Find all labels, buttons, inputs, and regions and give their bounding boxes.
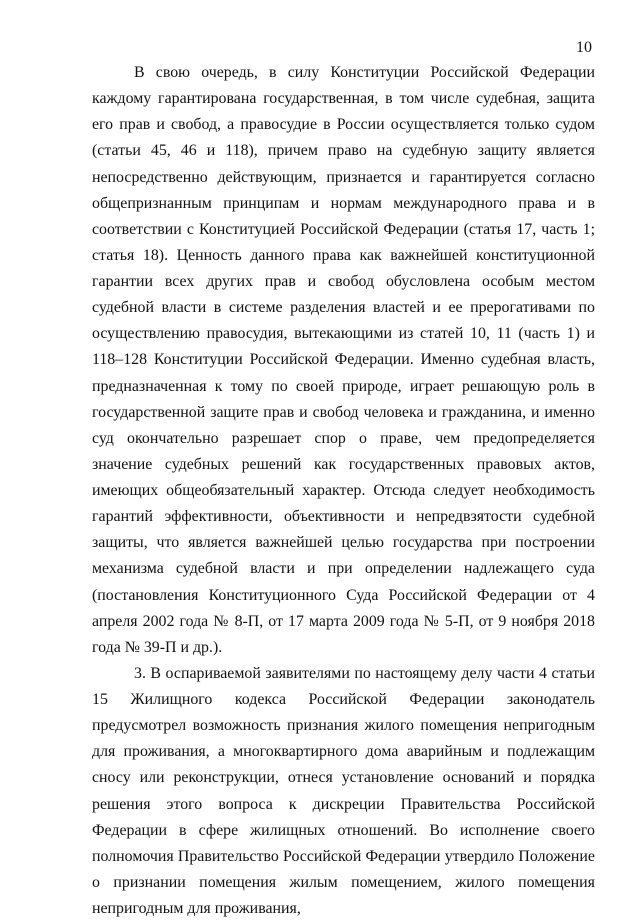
paragraph-constitutional-guarantee: В свою очередь, в силу Конституции Российской Федерации каждому гарантирована государственная, в том числе судебная, защита его прав и свобод, а правосудие в России осуществляется только судом (статьи 45, 46 и 118), причем право на судебную защиту является непосредственно действующим, признается и гарантируется согласно общепризнанным принципам и нормам международного права и в соответствии с Конституцией Российской Федерации (статья 17, часть 1; статья 18). Ценность данного права как важнейшей конституционной гарантии всех других прав и свобод обусловлена особым местом судебной власти в системе разделения властей и ее прерогативами по осуществлению правосудия, вытекающими из статей 10, 11 (часть 1) и 118–128 Конституции Российской Федерации. Именно судебная власть, предназначенная к тому по своей природе, играет решающую роль в государственной защите прав и свобод человека и гражданина, и именно суд окончательно разрешает спор о праве, чем предопределяется значение судебных решений как государственных правовых актов, имеющих общеобязательный характер. Отсюда следует необходимость гарантий эффективности, объективности и непредвзятости судебной защиты, что является важнейшей целью государства при построении механизма судебной власти и при определении надлежащего суда (постановления Конституционного Суда Российской Федерации от 4 апреля 2002 года № 8-П, от 17 марта 2009 года № 5-П, от 9 ноября 2018 года № 39-П и др.). xyxy=(92,64,595,656)
paragraph-housing-code: 3. В оспариваемой заявителями по настоящему делу части 4 статьи 15 Жилищного кодекса Российской Федерации законодатель предусмотрел возможность признания жилого помещения непригодным для проживания, а многоквартирного дома аварийным и подлежащим сносу или реконструкции, отнеся установление оснований и порядка решения этого вопроса к дискреции Правительства Российской Федерации в сфере жилищных отношений. Во исполнение своего полномочия Правительство Российской Федерации утвердило Положение о признании помещения жилым помещением, жилого помещения непригодным для проживания, xyxy=(92,664,595,917)
page-number: 10 xyxy=(576,39,592,56)
document-body xyxy=(92,60,595,922)
